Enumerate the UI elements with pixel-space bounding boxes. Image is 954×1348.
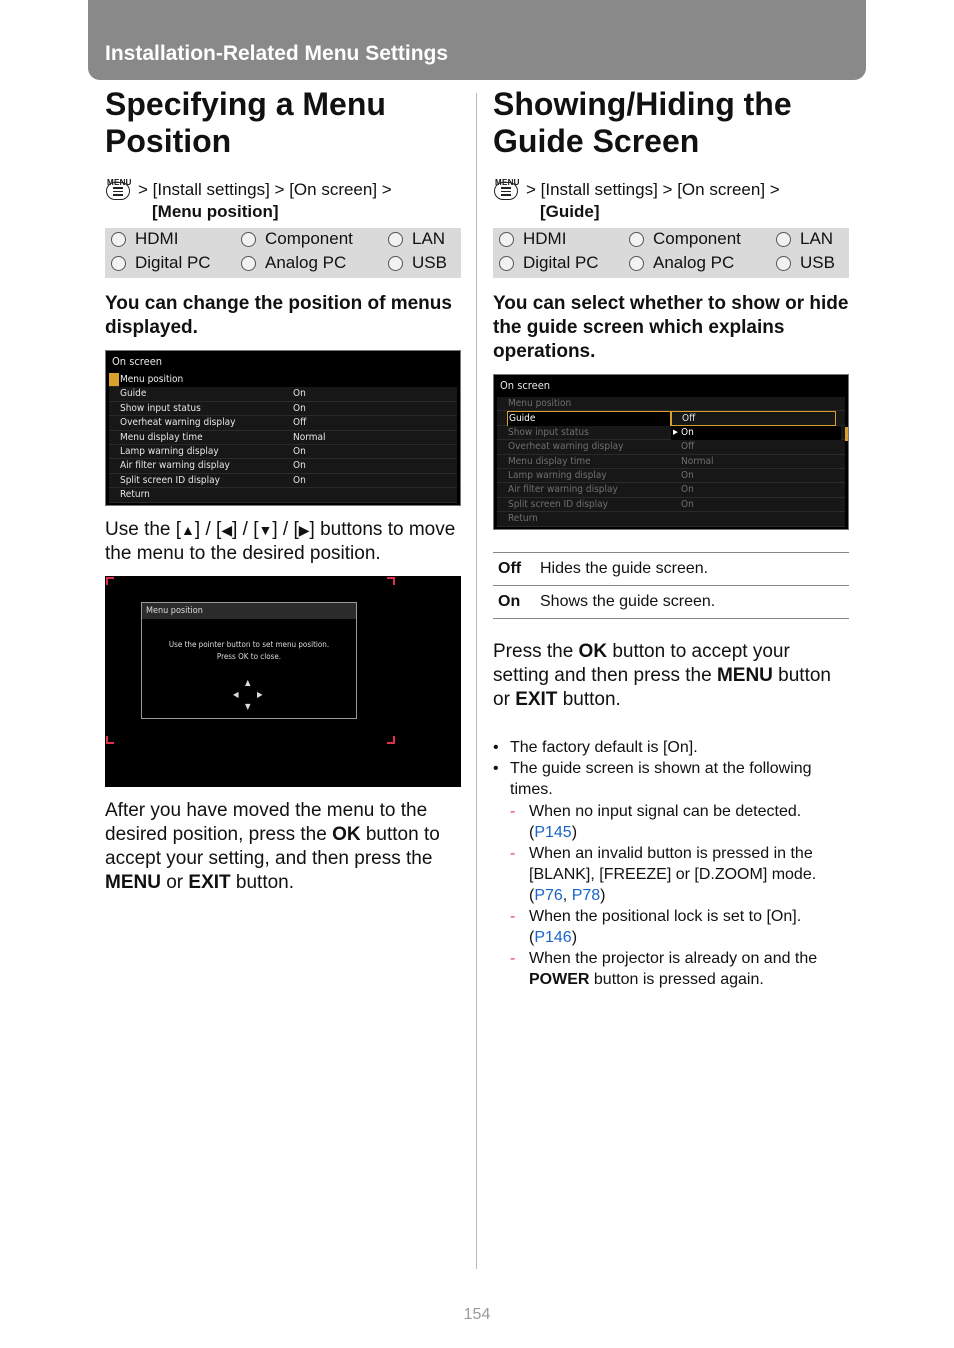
osd-row: Split screen ID display On [497,498,845,512]
osd-row: Split screen ID display On [109,474,457,488]
input-applicability [105,228,461,278]
input-analog-pc: Analog PC [629,253,734,273]
page-number: 154 [463,1306,491,1323]
menu-path-item: [Menu position] [152,202,279,221]
radio-icon [241,256,256,271]
page-link[interactable]: P78 [571,887,601,904]
input-component: Component [629,229,741,249]
corner-marker [106,577,114,585]
list-item: • The guide screen is shown at the following times. - When no input signal can be detected. (P145) - When an invalid button is pressed in the [BLANK], [FREEZE] or [D.ZOOM] mode. (P76, P78) - When the positional lock is set to [On]. (P146) - When the projector is already on and the POWER button is pressed again. [493,758,849,990]
input-hdmi: HDMI [111,229,178,249]
pointer-arrows-icon: ▲ ◀ ▶ ▼ [233,678,263,711]
lead-text: You can change the position of menus displayed. [105,293,452,338]
osd-row: Show input status On [109,402,457,416]
input-digital-pc: Digital PC [499,253,599,273]
options-table [493,552,849,619]
position-screenshot [105,576,461,787]
osd-screenshot-guide: On screen Menu position Guide Off Show input status ▶ On Overheat warning display Off Menu display time Normal Lamp warning display On Air filter warning display On Split screen ID display On Return [493,374,849,530]
instruction-text: Use the [▲] / [◀] / [▼] / [▶] buttons to move the menu to the desired position. [105,519,456,564]
input-usb: USB [776,253,835,273]
down-arrow-icon: ▼ [258,522,273,538]
menu-position-dialog: Menu position Use the pointer button to set menu position. Press OK to close. ▲ ◀ ▶ ▼ [141,602,357,719]
header-title: Installation-Related Menu Settings [105,42,449,65]
menu-path-item: [Guide] [540,202,600,221]
radio-icon [241,232,256,247]
page-link[interactable]: P145 [534,824,572,841]
menu-path [493,174,849,220]
osd-row: Menu display time Normal [497,455,845,469]
osd-row: Show input status ▶ On [497,426,845,440]
radio-icon [388,232,403,247]
radio-icon [629,256,644,271]
osd-row: Return [109,488,457,502]
menu-path [105,174,461,220]
lead-text: You can select whether to show or hide the guide screen which explains operations. [493,293,849,362]
sub-list [510,801,849,990]
osd-row: Air filter warning display On [109,459,457,473]
menu-path-text: > [Install settings] > [On screen] > [526,180,780,199]
osd-row: Menu position [497,397,845,411]
osd-row: Return [497,512,845,526]
notes-list [493,737,849,990]
osd-row: Lamp warning display On [497,469,845,483]
osd-row: Menu position [109,373,457,387]
press-text: Press the OK button to accept your setting and then press the MENU button or EXIT button. [493,641,831,710]
radio-icon [388,256,403,271]
table-row: Off Hides the guide screen. [493,553,849,586]
list-item: - When the projector is already on and the POWER button is pressed again. [510,948,849,990]
list-item: - When an invalid button is pressed in the [BLANK], [FREEZE] or [D.ZOOM] mode. (P76, P78) [510,843,849,906]
osd-row: Overheat warning display Off [109,416,457,430]
radio-icon [776,232,791,247]
input-applicability [493,228,849,278]
list-item: - When no input signal can be detected. (P145) [510,801,849,843]
list-item: • The factory default is [On]. [493,737,849,758]
up-arrow-icon: ▲ [181,522,195,538]
radio-icon [111,256,126,271]
menu-button-icon: MENU [105,174,132,202]
osd-row: Lamp warning display On [109,445,457,459]
input-usb: USB [388,253,447,273]
corner-marker [387,736,395,744]
left-arrow-icon: ◀ [221,522,233,538]
osd-row: Overheat warning display Off [497,440,845,454]
radio-icon [499,256,514,271]
left-column [105,86,461,895]
osd-screenshot-menu-position: On screen Menu position Guide On Show input status On Overheat warning display Off Menu display time Normal Lamp warning display On Air filter warning display On Split screen ID display On Return [105,350,461,506]
menu-path-text: > [Install settings] > [On screen] > [138,180,392,199]
input-lan: LAN [776,229,833,249]
osd-row: Air filter warning display On [497,483,845,497]
column-divider [476,93,477,1269]
osd-row: Menu display time Normal [109,431,457,445]
section-title-guide: Showing/Hiding the Guide Screen [493,86,792,159]
osd-row: Guide On [109,387,457,401]
input-analog-pc: Analog PC [241,253,346,273]
right-column [493,86,849,990]
list-item: - When the positional lock is set to [On]. (P146) [510,906,849,948]
radio-icon [499,232,514,247]
after-text: After you have moved the menu to the desired position, press the OK button to accept your setting, and then press the MENU or EXIT button. [105,800,440,893]
corner-marker [387,577,395,585]
radio-icon [111,232,126,247]
input-component: Component [241,229,353,249]
osd-row: Guide Off [497,411,845,425]
section-title-menu-position: Specifying a Menu Position [105,86,386,159]
radio-icon [629,232,644,247]
page-link[interactable]: P146 [534,929,572,946]
input-digital-pc: Digital PC [111,253,211,273]
menu-button-icon: MENU [493,174,520,202]
header-band [88,0,866,80]
radio-icon [776,256,791,271]
table-row: On Shows the guide screen. [493,586,849,619]
right-arrow-icon: ▶ [298,522,310,538]
page-link[interactable]: P76 [534,887,563,904]
input-lan: LAN [388,229,445,249]
input-hdmi: HDMI [499,229,566,249]
corner-marker [106,736,114,744]
